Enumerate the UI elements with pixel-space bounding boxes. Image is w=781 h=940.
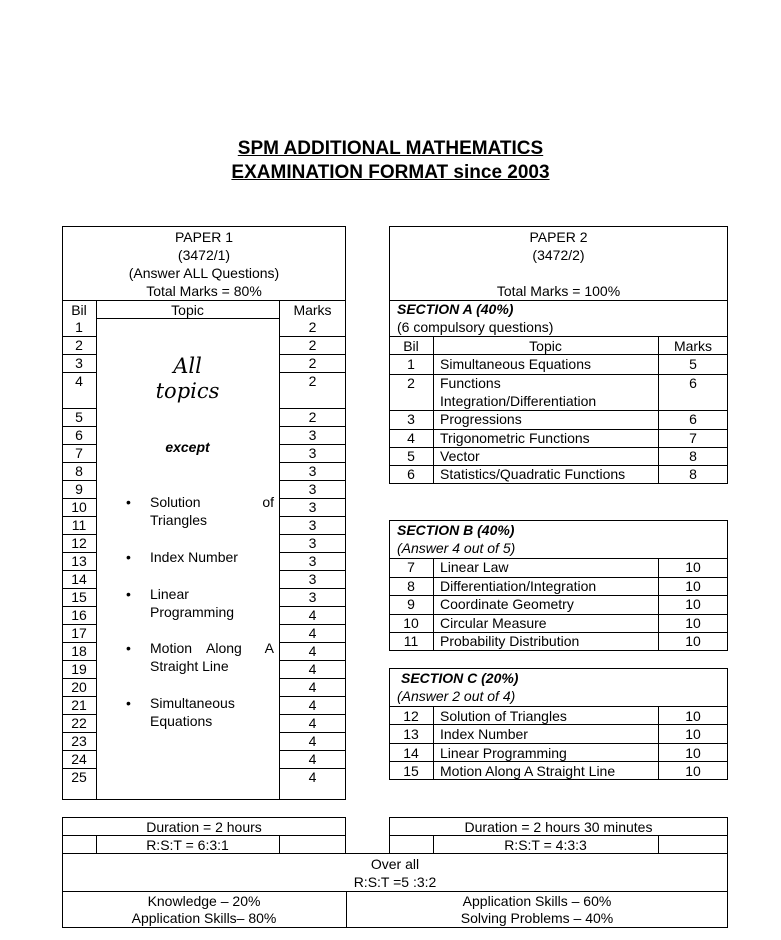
paper1-row-marks: 4 (308, 769, 317, 785)
paper1-row-bil: 17 (71, 625, 87, 641)
paper1-row-bil: 15 (71, 589, 87, 605)
paper1-duration: Duration = 2 hours (146, 819, 262, 835)
paper1-code: (3472/1) (177, 247, 231, 263)
paper1-row-marks: 4 (308, 751, 317, 767)
section-c-row-topic: Linear Programming (440, 744, 567, 761)
section-c-row-marks: 10 (685, 762, 701, 779)
paper1-row-bil: 16 (71, 607, 87, 623)
section-b-row-marks: 10 (685, 559, 701, 575)
except-label: except (165, 439, 210, 455)
paper1-header-topic: Topic (171, 302, 204, 318)
section-b-row-marks: 10 (685, 614, 701, 631)
paper1-row-marks: 4 (308, 661, 317, 677)
section-a-row-marks: 7 (689, 430, 697, 446)
paper1-row-bil: 9 (75, 481, 83, 497)
paper1-header-bil: Bil (71, 302, 87, 318)
paper1-row-marks: 3 (308, 571, 317, 587)
section-a-row-marks: 5 (689, 356, 697, 372)
page-title-line-2: EXAMINATION FORMAT since 2003 (231, 162, 550, 183)
section-c-row-marks: 10 (685, 708, 701, 724)
section-b-row-marks: 10 (685, 633, 701, 650)
paper2-name: PAPER 2 (529, 229, 588, 245)
paper1-row-bil: 6 (75, 427, 83, 443)
paper1-row-marks: 3 (308, 589, 317, 605)
excluded-topic-item: • Motion Along A Straight Line (126, 640, 274, 674)
section-a-row-bil: 5 (407, 448, 415, 464)
section-c-row-bil: 15 (403, 762, 419, 779)
paper1-row-bil: 11 (71, 517, 87, 533)
paper1-row-bil: 25 (71, 769, 87, 785)
section-a-row-topic: Simultaneous Equations (440, 356, 591, 372)
paper1-row-bil: 5 (75, 409, 83, 425)
paper1-total-marks: Total Marks = 80% (146, 283, 262, 299)
paper1-skills-knowledge: Knowledge – 20% (147, 893, 261, 909)
paper1-row-marks: 4 (308, 715, 317, 731)
paper1-row-marks: 2 (308, 337, 317, 353)
section-c-row-topic: Solution of Triangles (440, 708, 567, 724)
paper1-row-bil: 1 (75, 319, 83, 335)
paper1-row-bil: 2 (75, 337, 83, 353)
paper1-row-marks: 2 (308, 409, 317, 425)
section-a-row-topic: Statistics/Quadratic Functions (440, 466, 626, 482)
section-b-row-bil: 7 (407, 559, 415, 575)
paper1-row-bil: 22 (71, 715, 87, 731)
paper1-row-marks: 3 (308, 481, 317, 497)
paper1-row-marks: 4 (308, 697, 317, 713)
overall-rst: R:S:T =5 :3:2 (353, 874, 437, 890)
section-a-row-bil: 2 (407, 375, 415, 391)
paper1-row-bil: 8 (75, 463, 83, 479)
all-topics-line-2: topics (155, 379, 220, 403)
paper1-row-marks: 3 (308, 535, 317, 551)
paper1-row-marks: 4 (308, 607, 317, 623)
section-a-row-bil: 3 (407, 411, 415, 427)
paper1-row-bil: 14 (71, 571, 87, 587)
section-a-row-marks: 8 (689, 448, 697, 464)
section-b-row-topic: Linear Law (440, 559, 509, 575)
paper1-name: PAPER 1 (174, 229, 234, 245)
section-c-row-bil: 13 (403, 726, 419, 743)
paper1-row-bil: 18 (71, 643, 87, 659)
section-a-header-marks: Marks (673, 338, 713, 354)
section-a-row-marks: 6 (689, 375, 697, 391)
section-b-title: SECTION B (40%) (397, 522, 515, 538)
paper1-row-marks: 3 (308, 445, 317, 461)
section-a-row-marks: 8 (689, 466, 697, 482)
section-a-title: SECTION A (40%) (397, 301, 514, 317)
paper1-row-marks: 3 (308, 499, 317, 515)
paper1-row-marks: 2 (308, 355, 317, 371)
excluded-topic-item: • Index Number (126, 549, 238, 565)
section-a-row-bil: 1 (407, 356, 415, 372)
paper2-skills-problem-solving: Solving Problems – 40% (460, 910, 614, 926)
paper1-row-bil: 7 (75, 445, 83, 461)
section-a-row-bil: 6 (407, 466, 415, 482)
section-c-row-bil: 12 (403, 708, 419, 724)
section-a-header-topic: Topic (529, 338, 562, 354)
paper1-instruction: (Answer ALL Questions) (128, 265, 280, 281)
paper1-row-marks: 4 (308, 625, 317, 641)
paper1-row-marks: 4 (308, 733, 317, 749)
paper2-total-marks: Total Marks = 100% (496, 283, 621, 299)
paper1-row-marks: 4 (308, 643, 317, 659)
paper1-row-bil: 3 (75, 355, 83, 371)
section-c-subtitle: (Answer 2 out of 4) (397, 688, 516, 704)
paper1-row-bil: 23 (71, 733, 87, 749)
paper1-row-bil: 10 (71, 499, 87, 515)
section-a-row-marks: 6 (689, 411, 697, 427)
section-b-subtitle: (Answer 4 out of 5) (397, 540, 516, 556)
paper1-row-marks: 3 (308, 427, 317, 443)
paper1-header-marks: Marks (293, 302, 332, 318)
section-c-row-bil: 14 (403, 744, 419, 761)
paper1-row-marks: 3 (308, 463, 317, 479)
paper2-code: (3472/2) (532, 247, 585, 263)
excluded-topic-item: • Linear Programming (126, 586, 235, 620)
paper1-row-bil: 20 (71, 679, 87, 695)
section-b-row-bil: 8 (407, 577, 415, 594)
section-a-row-bil: 4 (407, 430, 415, 446)
section-c-title: SECTION C (20%) (401, 670, 519, 686)
excluded-topic-item: • Simultaneous Equations (126, 695, 235, 729)
paper2-skills-application: Application Skills – 60% (462, 893, 612, 909)
paper1-skills-application: Application Skills– 80% (131, 910, 277, 926)
paper1-row-marks: 3 (308, 517, 317, 533)
paper2-rst: R:S:T = 4:3:3 (504, 837, 587, 853)
paper1-row-marks: 2 (308, 373, 317, 389)
paper1-row-marks: 4 (308, 679, 317, 695)
excluded-topic-item: • Solution of Triangles (126, 494, 274, 528)
paper1-row-bil: 24 (71, 751, 87, 767)
section-a-row-topic: Vector (440, 448, 480, 464)
section-b-row-bil: 11 (403, 633, 419, 650)
section-a-subtitle: (6 compulsory questions) (397, 319, 554, 335)
section-c-row-topic: Index Number (440, 726, 528, 743)
section-a-row-topic: Integration/Differentiation (440, 393, 597, 409)
section-a-row-topic: Functions (440, 375, 501, 391)
paper1-rst: R:S:T = 6:3:1 (146, 837, 229, 853)
section-b-row-bil: 9 (407, 596, 415, 613)
paper2-duration: Duration = 2 hours 30 minutes (464, 819, 653, 835)
section-b-row-topic: Circular Measure (440, 614, 547, 631)
paper1-row-bil: 13 (71, 553, 87, 569)
section-a-header-bil: Bil (403, 338, 419, 354)
paper1-row-marks: 3 (308, 553, 317, 569)
paper1-row-bil: 19 (71, 661, 87, 677)
section-c-row-marks: 10 (685, 726, 701, 743)
section-c-row-topic: Motion Along A Straight Line (440, 762, 616, 779)
all-topics-line-1: All (173, 354, 202, 378)
section-b-row-topic: Differentiation/Integration (440, 577, 597, 594)
paper1-row-marks: 2 (308, 319, 317, 335)
section-b-row-marks: 10 (685, 596, 701, 613)
paper1-row-bil: 21 (71, 697, 87, 713)
page-title-line-1: SPM ADDITIONAL MATHEMATICS (237, 138, 544, 159)
section-b-row-bil: 10 (403, 614, 419, 631)
overall-label: Over all (370, 856, 420, 872)
section-c-row-marks: 10 (685, 744, 701, 761)
section-b-row-marks: 10 (685, 577, 701, 594)
paper1-row-bil: 12 (71, 535, 87, 551)
section-b-row-topic: Coordinate Geometry (440, 596, 574, 613)
section-a-row-topic: Trigonometric Functions (440, 430, 590, 446)
paper1-row-bil: 4 (75, 373, 83, 389)
section-b-row-topic: Probability Distribution (440, 633, 580, 650)
section-a-row-topic: Progressions (440, 411, 522, 427)
